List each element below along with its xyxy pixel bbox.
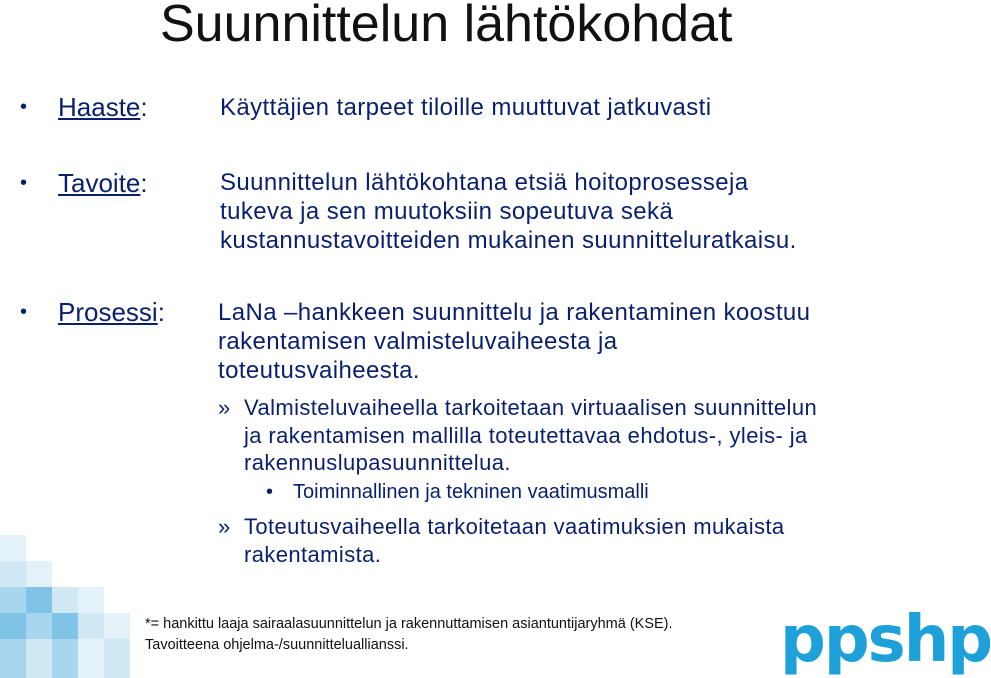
text-line: rakennuslupasuunnittelua. bbox=[244, 450, 511, 475]
footnote bbox=[145, 614, 673, 656]
label-haaste: Haaste: bbox=[58, 92, 148, 122]
vaatimusmalli-text: Toiminnallinen ja tekninen vaatimusmalli bbox=[293, 481, 649, 503]
bullet-icon: • bbox=[20, 301, 28, 323]
slide-title: Suunnittelun lähtökohdat bbox=[160, 0, 733, 53]
text-line: Suunnittelun lähtökohtana etsiä hoitoprosesseja bbox=[220, 169, 749, 196]
footnote-line: Tavoitteena ohjelma-/suunnitteluallianssi. bbox=[145, 637, 409, 653]
bullet-icon: • bbox=[20, 172, 28, 194]
valmistelu-text bbox=[244, 394, 817, 477]
toteutus-text bbox=[244, 513, 785, 568]
text-line: rakentamisen valmisteluvaiheesta ja bbox=[218, 328, 618, 355]
bullet-icon: • bbox=[20, 96, 28, 118]
text-line: ja rakentamisen mallilla toteutettavaa ehdotus-, yleis- ja bbox=[244, 422, 808, 448]
text-line: tukeva ja sen muutoksiin sopeutuva sekä bbox=[220, 198, 674, 225]
sub-marker-icon: » bbox=[218, 395, 231, 420]
text-line: toteutusvaiheesta. bbox=[218, 357, 421, 384]
bullet-icon: • bbox=[266, 481, 274, 503]
text-line: rakentamista. bbox=[244, 541, 382, 567]
text-line: Toteutusvaiheella tarkoitetaan vaatimuksien mukaista bbox=[244, 514, 785, 539]
haaste-text: Käyttäjien tarpeet tiloille muuttuvat jatkuvasti bbox=[220, 94, 712, 121]
text-line: kustannustavoitteiden mukainen suunnitteluratkaisu. bbox=[220, 227, 797, 254]
footnote-line: *= hankittu laaja sairaalasuunnittelun ja rakennuttamisen asiantuntijaryhmä (KSE). bbox=[145, 616, 673, 632]
ppshp-logo: ppshp bbox=[780, 603, 991, 677]
label-tavoite: Tavoite: bbox=[58, 168, 148, 198]
prosessi-text bbox=[218, 298, 810, 385]
text-line: LaNa –hankkeen suunnittelu ja rakentaminen koostuu bbox=[218, 299, 811, 326]
text-line: Valmisteluvaiheella tarkoitetaan virtuaalisen suunnittelun bbox=[244, 395, 818, 420]
label-prosessi: Prosessi: bbox=[58, 297, 165, 327]
sub-marker-icon: » bbox=[218, 514, 231, 539]
tavoite-text bbox=[220, 168, 797, 255]
